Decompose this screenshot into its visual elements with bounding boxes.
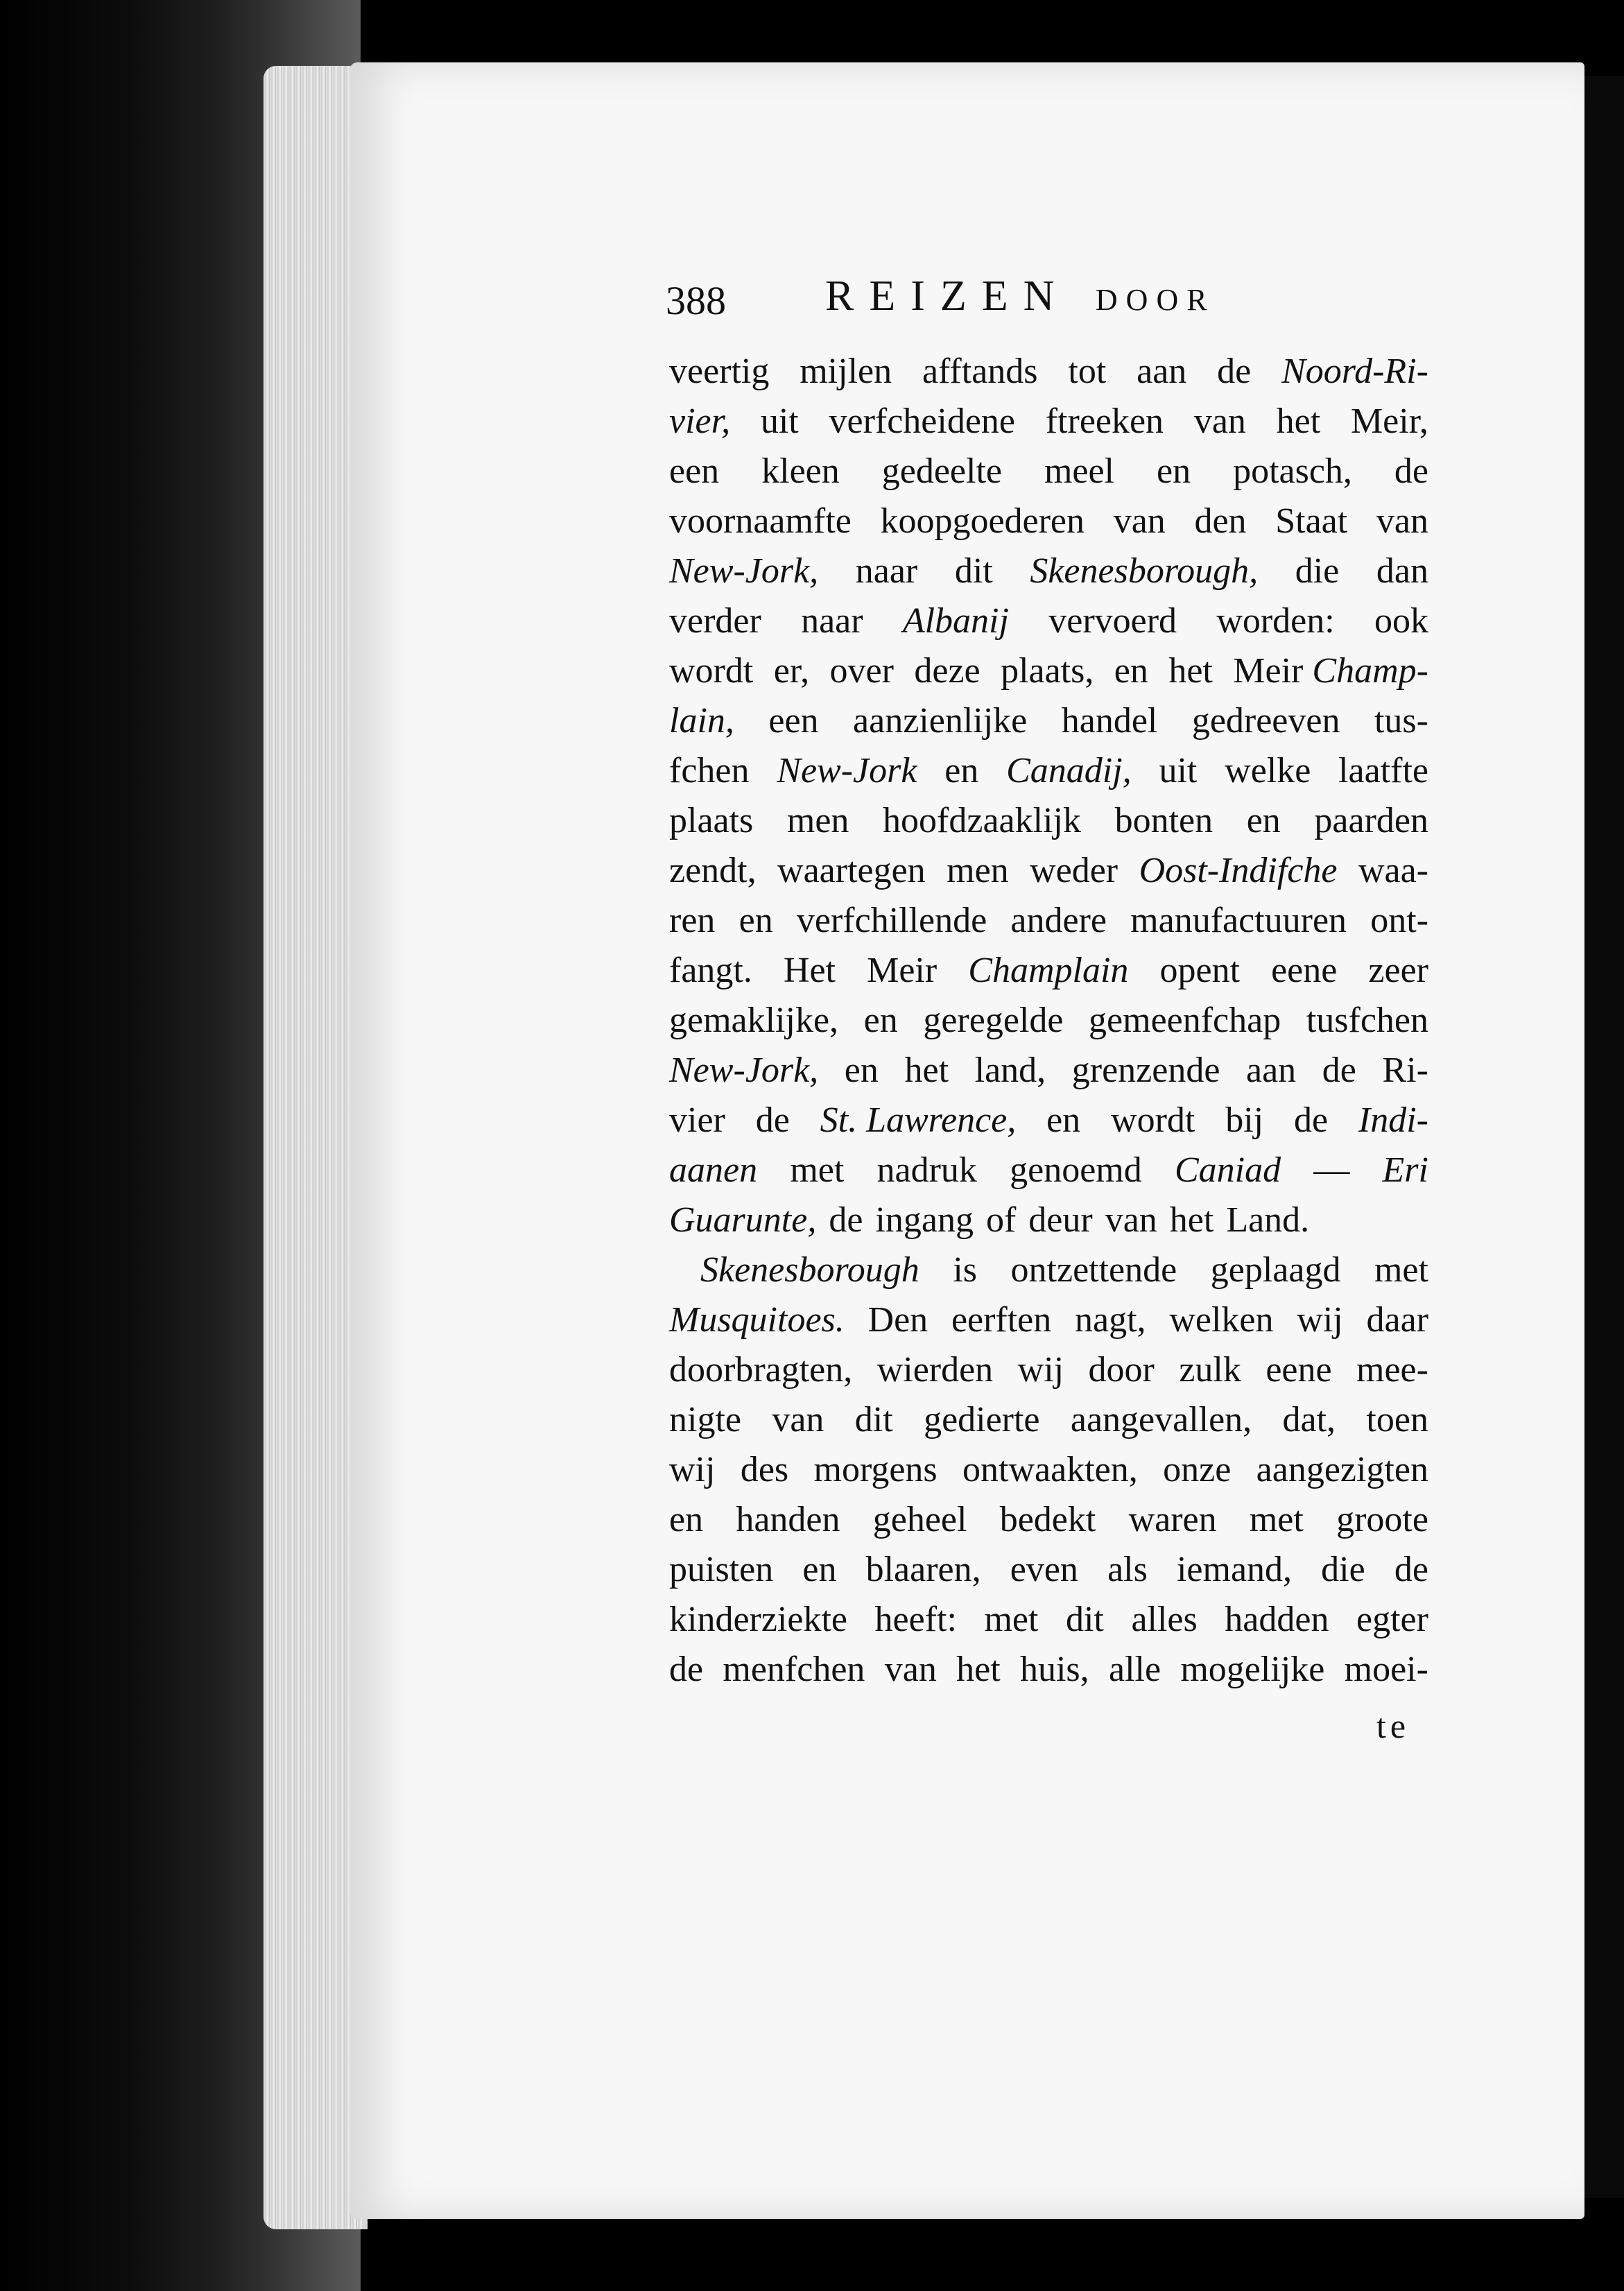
word: fchen [669,751,750,790]
word: de [1394,1550,1428,1589]
word: Ri- [1382,1051,1428,1090]
text-line [669,896,1428,946]
word: uit [760,401,799,441]
text-line [669,546,1428,596]
running-head-main: REIZEN [825,273,1070,320]
word: het [956,1650,1001,1689]
word: ook [1374,601,1428,641]
word: dit [854,1400,893,1440]
word: wordt [1111,1100,1195,1140]
word: grenzende [1071,1051,1220,1090]
word: huis, [1019,1650,1089,1689]
word: verder [669,601,761,641]
word: er, [773,651,810,691]
word: waartegen [777,851,926,890]
text-line [669,1345,1428,1395]
text-line [669,796,1428,846]
word: nigte [669,1400,741,1440]
word: met [1374,1250,1428,1290]
word: uit [1159,751,1198,790]
word: St. Lawrence, [820,1100,1017,1140]
word: gedierte [924,1400,1040,1440]
word: Champlain [968,951,1129,990]
word: gemeenfchap [1089,1001,1281,1040]
word: tus- [1374,701,1428,741]
word: aan [1246,1051,1297,1090]
word: door [1088,1350,1155,1390]
word: dit [1065,1600,1104,1639]
text-line [669,1495,1428,1545]
word: naar [855,551,918,591]
word: dit [954,551,993,591]
word: tot [1068,352,1107,391]
word: Guarunte, [669,1200,817,1240]
word: men [947,851,1009,890]
text-line [669,746,1428,796]
text-line [669,397,1428,447]
word: den [1194,501,1247,541]
word: is [953,1250,978,1290]
word: waren [1128,1500,1217,1539]
word: plaats, [1001,651,1094,691]
word: aanzienlijke [853,701,1028,741]
text-line [669,646,1428,696]
running-head [825,272,1216,321]
word: de [829,1200,863,1240]
word: — [1313,1150,1350,1190]
word: en [944,751,979,790]
text-line [669,846,1428,896]
text-line [669,1046,1428,1096]
word: wij [1297,1300,1343,1340]
word: veertig [669,352,770,391]
word: geregelde [923,1001,1064,1040]
page-header [666,272,1428,327]
word: wij [669,1450,716,1489]
text-line [669,996,1428,1046]
word: van [1113,501,1166,541]
word: nagt, [1075,1300,1146,1340]
word: New-Jork, [669,551,819,591]
word: dan [1376,551,1428,591]
word: Eri [1382,1150,1428,1190]
word: bij [1225,1100,1264,1140]
word: alle [1108,1650,1161,1689]
word: gemaklijke, [669,1001,839,1040]
word: of [985,1200,1017,1240]
word: laatfte [1338,751,1428,790]
word: over [829,651,894,691]
word: alles [1131,1600,1198,1639]
text-line [669,496,1428,546]
word: tusfchen [1306,1001,1428,1040]
word: puisten [669,1550,774,1589]
word: en [1246,801,1281,840]
word: en [863,1001,898,1040]
word: Indi- [1358,1100,1428,1140]
word: en [844,1051,879,1090]
word: een [669,451,720,491]
word: ingang [875,1200,974,1240]
word: hadden [1225,1600,1329,1639]
text-line [669,1096,1428,1146]
page-number: 388 [666,278,726,323]
word: moei- [1344,1650,1428,1689]
word: van [884,1650,937,1689]
word: en [669,1500,704,1539]
word: van [1193,401,1246,441]
word: worden: [1216,601,1335,641]
word: en [1046,1100,1081,1140]
word: welken [1169,1300,1274,1340]
word: verfcheidene [829,401,1015,441]
word: van [772,1400,824,1440]
word: menfchen [723,1650,865,1689]
word: genoemd [1010,1150,1142,1190]
word: van [1105,1200,1157,1240]
word: de [669,1650,704,1689]
word: morgens [813,1450,938,1489]
word: kleen [761,451,840,491]
word: vervoerd [1048,601,1177,641]
word: mijlen [800,352,892,391]
text-line [669,1395,1428,1445]
word: doorbragten, [669,1350,853,1390]
word: eerften [951,1300,1052,1340]
word: egter [1356,1600,1428,1639]
word: bedekt [999,1500,1096,1539]
word: dat, [1282,1400,1336,1440]
word: het [904,1051,949,1090]
word: het [1276,401,1321,441]
word: voornaamfte [669,501,852,541]
word: Noord-Ri- [1281,352,1428,391]
text-line [669,696,1428,746]
word: met [790,1150,845,1190]
word: toen [1366,1400,1428,1440]
word: aanen [669,1150,758,1190]
word: het [1169,1200,1214,1240]
word: mogelijke [1180,1650,1325,1689]
word: waa- [1358,851,1428,890]
text-line [669,1295,1428,1345]
word: land, [974,1051,1046,1090]
text-line [669,1545,1428,1595]
word: koopgoederen [880,501,1085,541]
body-text [669,347,1428,1695]
text-line [669,1445,1428,1495]
word: ontwaakten, [962,1450,1138,1489]
text-line [669,946,1428,996]
word: met [984,1600,1039,1639]
word: Meir Champ- [1233,651,1428,691]
word: ont- [1370,901,1428,940]
word: onze [1163,1450,1232,1489]
word: New-Jork, [669,1051,819,1090]
word: de [1217,352,1252,391]
word: Land. [1226,1200,1310,1240]
word: men [786,801,849,840]
word: zendt, [669,851,757,890]
word: hoofdzaaklijk [883,801,1081,840]
word: afftands [922,352,1038,391]
word: wordt [669,651,754,691]
word: de [1394,451,1428,491]
word: van [1376,501,1428,541]
word: ftreeken [1045,401,1164,441]
word: het [1168,651,1213,691]
word: welke [1225,751,1311,790]
word: wierden [876,1350,994,1390]
word: Skenesborough [700,1250,919,1290]
word: en [738,901,773,940]
word: plaats [669,801,754,840]
word: zulk [1179,1350,1241,1390]
word: Canadij, [1006,751,1132,790]
word: Musquitoes. [669,1300,845,1340]
text-line [669,447,1428,496]
text-line [669,596,1428,646]
word: geplaagd [1210,1250,1341,1290]
word: Den [867,1300,928,1340]
word: ren [669,901,716,940]
word: paarden [1314,801,1428,840]
word: bonten [1114,801,1213,840]
word: ontzettende [1010,1250,1177,1290]
word: naar [801,601,863,641]
word: groote [1336,1500,1428,1539]
word: mee- [1356,1350,1428,1390]
word: een [768,701,819,741]
word: deze [914,651,981,691]
word: even [1010,1550,1078,1589]
word: met [1249,1500,1304,1539]
word: Oost-Indifche [1139,851,1338,890]
word: Albanij [902,601,1009,641]
word: gedreeven [1191,701,1340,741]
word: de [1293,1100,1329,1140]
word: potasch, [1233,451,1352,491]
word: als [1107,1550,1148,1589]
word: vier, [669,401,731,441]
word: zeer [1368,951,1428,990]
word: die [1295,551,1340,591]
word: deur [1028,1200,1093,1240]
word: meel [1044,451,1115,491]
word: gedeelte [881,451,1002,491]
word: eene [1271,951,1338,990]
text-line [669,1595,1428,1645]
word: des [740,1450,789,1489]
word: daar [1366,1300,1428,1340]
word: heeft: [874,1600,957,1639]
word: Meir [867,951,938,990]
word: de [755,1100,790,1140]
word: Caniad [1174,1150,1281,1190]
word: Staat [1275,501,1348,541]
text-line [669,1245,1428,1295]
word: handen [736,1500,840,1539]
word: en [802,1550,837,1589]
word: weder [1030,851,1118,890]
word: Het [783,951,836,990]
word: Skenesborough, [1030,551,1259,591]
word: lain, [669,701,734,741]
text-line [669,1195,1428,1245]
word: en [1114,651,1148,691]
text-line [669,347,1428,397]
catchword: te [1376,1706,1410,1745]
word: geheel [872,1500,967,1539]
word: blaaren, [865,1550,981,1589]
text-line [669,1645,1428,1695]
word: fangt. [669,951,752,990]
text-line [669,1146,1428,1195]
word: aangezigten [1256,1450,1428,1489]
word: kinderziekte [669,1600,847,1639]
word: andere [1010,901,1107,940]
word: eene [1265,1350,1332,1390]
word: iemand, [1176,1550,1293,1589]
word: manufactuuren [1130,901,1347,940]
word: vier [669,1100,725,1140]
running-head-small: DOOR [1095,283,1216,317]
word: New-Jork [777,751,917,790]
word: handel [1061,701,1158,741]
word: nadruk [876,1150,977,1190]
word: aan [1137,352,1187,391]
word: de [1322,1051,1356,1090]
word: en [1157,451,1191,491]
word: aangevallen, [1070,1400,1252,1440]
word: Meir, [1350,401,1428,441]
word: wij [1017,1350,1064,1390]
word: verfchillende [796,901,987,940]
word: opent [1159,951,1241,990]
word: die [1321,1550,1365,1589]
facing-page-edge [1584,76,1624,2198]
